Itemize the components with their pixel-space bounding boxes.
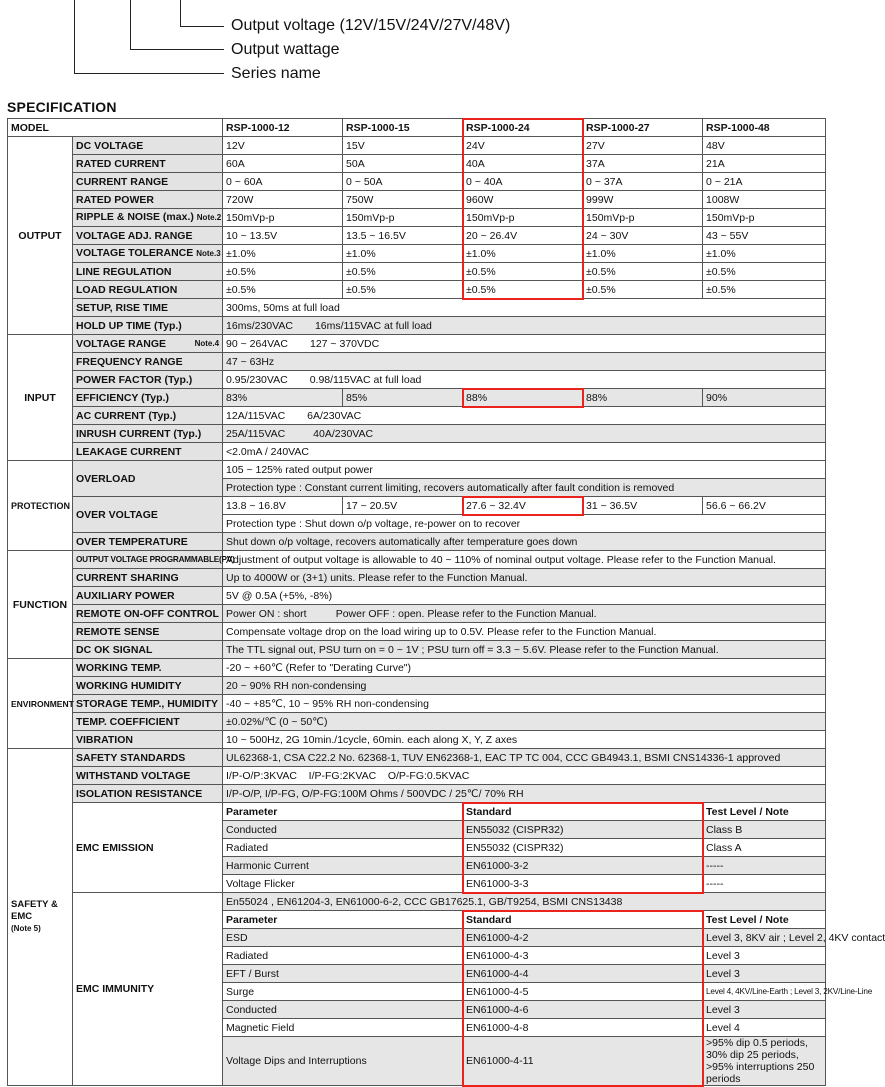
cell-value: 48V xyxy=(703,137,826,155)
subtable-header: Parameter xyxy=(223,803,463,821)
row-label: DC OK SIGNAL xyxy=(73,641,223,659)
table-row xyxy=(8,695,826,713)
row-label: SETUP, RISE TIME xyxy=(73,299,223,317)
table-row xyxy=(8,425,826,443)
cell-value: Conducted xyxy=(223,821,463,839)
cell-value: EFT / Burst xyxy=(223,965,463,983)
note-ref: Note.2 xyxy=(196,213,222,222)
cell-value: Protection type : Shut down o/p voltage, re-power on to recover xyxy=(223,515,826,533)
cell-value: 150mVp-p xyxy=(223,209,343,227)
value-part: 40A/230VAC xyxy=(313,427,374,440)
note-ref: (Note 5) xyxy=(11,924,41,933)
cell-value: 300ms, 50ms at full load xyxy=(223,299,826,317)
cell-value: EN61000-4-5 xyxy=(463,983,703,1001)
cell-value: 40A xyxy=(463,155,583,173)
cell-value: ±0.5% xyxy=(583,281,703,299)
series-name-label: Series name xyxy=(231,65,321,82)
cell-value: 88% xyxy=(463,389,583,407)
table-row xyxy=(8,317,826,335)
cell-value: EN61000-3-2 xyxy=(463,857,703,875)
cell-value: EN61000-4-11 xyxy=(463,1037,703,1086)
cell-value: ±0.5% xyxy=(463,281,583,299)
cell-value: Surge xyxy=(223,983,463,1001)
row-label: POWER FACTOR (Typ.) xyxy=(73,371,223,389)
table-row xyxy=(8,713,826,731)
cell-value: 150mVp-p xyxy=(463,209,583,227)
value-part: 127 ~ 370VDC xyxy=(310,337,380,350)
row-label: LINE REGULATION xyxy=(73,263,223,281)
table-row xyxy=(8,551,826,569)
cell-value: 27.6 ~ 32.4V xyxy=(463,497,583,515)
cell-value: Magnetic Field xyxy=(223,1019,463,1037)
cell-value xyxy=(223,317,826,335)
row-label xyxy=(73,335,223,353)
cell-value xyxy=(223,335,826,353)
cell-value: Voltage Flicker xyxy=(223,875,463,893)
cell-value: EN61000-3-3 xyxy=(463,875,703,893)
row-label: CURRENT RANGE xyxy=(73,173,223,191)
row-label: STORAGE TEMP., HUMIDITY xyxy=(73,695,223,713)
row-label: WITHSTAND VOLTAGE xyxy=(73,767,223,785)
cell-value: Power ON : short Power OFF : open. Please refer to the Function Manual. xyxy=(223,605,826,623)
tree-line xyxy=(130,49,224,50)
cell-value: ESD xyxy=(223,929,463,947)
cell-value xyxy=(223,371,826,389)
cell-value: 10 ~ 13.5V xyxy=(223,227,343,245)
table-row xyxy=(8,245,826,263)
cell-value: 150mVp-p xyxy=(343,209,463,227)
cell-value: 999W xyxy=(583,191,703,209)
row-label: EMC EMISSION xyxy=(73,803,223,893)
cell-value: EN61000-4-6 xyxy=(463,1001,703,1019)
table-row xyxy=(8,443,826,461)
note-ref: Note.3 xyxy=(196,249,221,258)
cell-value: 20 ~ 26.4V xyxy=(463,227,583,245)
cell-value: ±1.0% xyxy=(223,245,343,263)
row-label: LEAKAGE CURRENT xyxy=(73,443,223,461)
tree-line xyxy=(180,26,224,27)
cell-value: 0 ~ 37A xyxy=(583,173,703,191)
table-row xyxy=(8,677,826,695)
cell-value: 50A xyxy=(343,155,463,173)
cell-value: EN61000-4-8 xyxy=(463,1019,703,1037)
cell-value: ±0.5% xyxy=(463,263,583,281)
table-row xyxy=(8,227,826,245)
row-label: TEMP. COEFFICIENT xyxy=(73,713,223,731)
cell-value: 150mVp-p xyxy=(583,209,703,227)
row-label-text: VOLTAGE TOLERANCE xyxy=(76,247,194,259)
cell-value: 960W xyxy=(463,191,583,209)
table-row xyxy=(8,803,826,821)
row-label: OUTPUT VOLTAGE PROGRAMMABLE(PV) xyxy=(73,551,223,569)
table-row xyxy=(8,263,826,281)
subtable-header: Parameter xyxy=(223,911,463,929)
table-row xyxy=(8,371,826,389)
output-wattage-label: Output wattage xyxy=(231,41,340,58)
table-row xyxy=(8,461,826,479)
cell-value: Harmonic Current xyxy=(223,857,463,875)
row-label: INRUSH CURRENT (Typ.) xyxy=(73,425,223,443)
model-label: MODEL xyxy=(8,119,223,137)
value-part: 0.98/115VAC at full load xyxy=(309,373,422,386)
cell-value: -20 ~ +60℃ (Refer to "Derating Curve") xyxy=(223,659,826,677)
value-part: 25A/115VAC xyxy=(226,427,286,440)
row-label: OVER TEMPERATURE xyxy=(73,533,223,551)
cell-value: 90% xyxy=(703,389,826,407)
cell-value: Voltage Dips and Interruptions xyxy=(223,1037,463,1086)
cell-value: 85% xyxy=(343,389,463,407)
cell-value: ±1.0% xyxy=(343,245,463,263)
table-row xyxy=(8,893,826,911)
specification-table xyxy=(7,118,885,1086)
cell-value: 750W xyxy=(343,191,463,209)
cell-value: 1008W xyxy=(703,191,826,209)
table-row xyxy=(8,335,826,353)
table-row xyxy=(8,641,826,659)
row-label: OVERLOAD xyxy=(73,461,223,497)
cell-value: Radiated xyxy=(223,947,463,965)
cell-value: 150mVp-p xyxy=(703,209,826,227)
cell-value: 0 ~ 40A xyxy=(463,173,583,191)
row-label-text: VOLTAGE RANGE xyxy=(76,337,167,350)
row-label xyxy=(73,209,223,227)
table-row xyxy=(8,569,826,587)
category-label: EMC xyxy=(11,911,33,922)
cell-value xyxy=(223,407,826,425)
row-label: AUXILIARY POWER xyxy=(73,587,223,605)
subtable-header: Test Level / Note xyxy=(703,911,826,929)
category-safety-emc xyxy=(8,749,73,1086)
cell-value: 0 ~ 21A xyxy=(703,173,826,191)
row-label xyxy=(73,245,223,263)
model-naming-diagram xyxy=(0,0,830,96)
cell-value: I/P-O/P, I/P-FG, O/P-FG:100M Ohms / 500VDC / 25℃/ 70% RH xyxy=(223,785,826,803)
cell-value: Compensate voltage drop on the load wiring up to 0.5V. Please refer to the Function Manual. xyxy=(223,623,826,641)
table-row xyxy=(8,749,826,767)
cell-value: Class B xyxy=(703,821,826,839)
table-row xyxy=(8,731,826,749)
category-label: SAFETY & xyxy=(11,899,58,910)
cell-value: Level 3, 8KV air ; Level 2, 4KV contact xyxy=(703,929,826,947)
table-row xyxy=(8,407,826,425)
category-function: FUNCTION xyxy=(8,551,73,659)
subtable-header: Standard xyxy=(463,911,703,929)
row-label: WORKING TEMP. xyxy=(73,659,223,677)
cell-value: Level 4, 4KV/Line-Earth ; Level 3, 2KV/Line-Line xyxy=(703,983,826,1001)
table-row xyxy=(8,353,826,371)
table-row xyxy=(8,191,826,209)
cell-value: Adjustment of output voltage is allowable to 40 ~ 110% of nominal output voltage. Please refer to the Function Manual. xyxy=(223,551,826,569)
cell-value: 21A xyxy=(703,155,826,173)
cell-value: ±0.5% xyxy=(343,263,463,281)
row-label: REMOTE ON-OFF CONTROL xyxy=(73,605,223,623)
cell-value: 5V @ 0.5A (+5%, -8%) xyxy=(223,587,826,605)
cell-value: 105 ~ 125% rated output power xyxy=(223,461,826,479)
value-part: 6A/230VAC xyxy=(307,409,362,422)
row-label: OVER VOLTAGE xyxy=(73,497,223,533)
cell-value: EN61000-4-4 xyxy=(463,965,703,983)
cell-value: Protection type : Constant current limiting, recovers automatically after fault condition is removed xyxy=(223,479,826,497)
model-header-row xyxy=(8,119,826,137)
table-row xyxy=(8,659,826,677)
category-protection: PROTECTION xyxy=(8,461,73,551)
cell-value xyxy=(223,425,826,443)
cell-value: ----- xyxy=(703,857,826,875)
cell-value: ±0.5% xyxy=(703,263,826,281)
cell-value: ±1.0% xyxy=(583,245,703,263)
row-label: LOAD REGULATION xyxy=(73,281,223,299)
cell-value: ±0.5% xyxy=(223,281,343,299)
row-label: DC VOLTAGE xyxy=(73,137,223,155)
cell-value: 47 ~ 63Hz xyxy=(223,353,826,371)
cell-value: 15V xyxy=(343,137,463,155)
table-row xyxy=(8,587,826,605)
table-row xyxy=(8,299,826,317)
model-name: RSP-1000-48 xyxy=(703,119,826,137)
row-label: VOLTAGE ADJ. RANGE xyxy=(73,227,223,245)
output-voltage-label: Output voltage (12V/15V/24V/27V/48V) xyxy=(231,17,511,34)
row-label: WORKING HUMIDITY xyxy=(73,677,223,695)
cell-value: 60A xyxy=(223,155,343,173)
table-row xyxy=(8,137,826,155)
cell-value: -40 ~ +85℃, 10 ~ 95% RH non-condensing xyxy=(223,695,826,713)
cell-value: ±1.0% xyxy=(703,245,826,263)
value-part: 12A/115VAC xyxy=(226,409,286,422)
row-label: FREQUENCY RANGE xyxy=(73,353,223,371)
cell-value: Up to 4000W or (3+1) units. Please refer to the Function Manual. xyxy=(223,569,826,587)
cell-value: ----- xyxy=(703,875,826,893)
cell-value: 20 ~ 90% RH non-condensing xyxy=(223,677,826,695)
value-part: 90 ~ 264VAC xyxy=(226,337,288,350)
table-row xyxy=(8,497,826,515)
table-row xyxy=(8,209,826,227)
table-row xyxy=(8,623,826,641)
row-label: SAFETY STANDARDS xyxy=(73,749,223,767)
cell-value: EN55032 (CISPR32) xyxy=(463,839,703,857)
tree-line xyxy=(74,73,224,74)
cell-value: UL62368-1, CSA C22.2 No. 62368-1, TUV EN62368-1, EAC TP TC 004, CCC GB4943.1, BSMI CNS14336-1 approved xyxy=(223,749,826,767)
table-row xyxy=(8,767,826,785)
cell-value: EN55032 (CISPR32) xyxy=(463,821,703,839)
cell-value: <2.0mA / 240VAC xyxy=(223,443,826,461)
cell-value: 24V xyxy=(463,137,583,155)
cell-value: ±0.5% xyxy=(343,281,463,299)
tree-line xyxy=(180,0,181,27)
table-row xyxy=(8,785,826,803)
cell-value: Level 3 xyxy=(703,1001,826,1019)
table-row xyxy=(8,155,826,173)
row-label-text: RIPPLE & NOISE (max.) xyxy=(76,211,194,223)
row-label: REMOTE SENSE xyxy=(73,623,223,641)
cell-value: 27V xyxy=(583,137,703,155)
cell-value: Radiated xyxy=(223,839,463,857)
cell-value: 0 ~ 50A xyxy=(343,173,463,191)
cell-value: ±0.5% xyxy=(223,263,343,281)
row-label: AC CURRENT (Typ.) xyxy=(73,407,223,425)
cell-value: 83% xyxy=(223,389,343,407)
cell-value: 720W xyxy=(223,191,343,209)
value-part: 0.95/230VAC xyxy=(226,373,288,386)
cell-value: 37A xyxy=(583,155,703,173)
value-part: 16ms/230VAC xyxy=(226,319,293,332)
cell-value: 13.5 ~ 16.5V xyxy=(343,227,463,245)
cell-value: 31 ~ 36.5V xyxy=(583,497,703,515)
model-name: RSP-1000-27 xyxy=(583,119,703,137)
subtable-header: Test Level / Note xyxy=(703,803,826,821)
table-row xyxy=(8,173,826,191)
cell-value xyxy=(703,1037,826,1086)
tree-line xyxy=(74,0,75,74)
row-label: EFFICIENCY (Typ.) xyxy=(73,389,223,407)
cell-value: EN61000-4-3 xyxy=(463,947,703,965)
tree-line xyxy=(130,0,131,50)
note-ref: Note.4 xyxy=(194,338,220,348)
spec-title: SPECIFICATION xyxy=(7,99,117,115)
subtable-header: Standard xyxy=(463,803,703,821)
cell-value: I/P-O/P:3KVAC I/P-FG:2KVAC O/P-FG:0.5KVAC xyxy=(223,767,826,785)
table-row xyxy=(8,533,826,551)
cell-value: Level 4 xyxy=(703,1019,826,1037)
row-label: RATED CURRENT xyxy=(73,155,223,173)
cell-value: ±0.02%/℃ (0 ~ 50℃) xyxy=(223,713,826,731)
table-row xyxy=(8,389,826,407)
row-label: ISOLATION RESISTANCE xyxy=(73,785,223,803)
cell-value: 43 ~ 55V xyxy=(703,227,826,245)
cell-value: 17 ~ 20.5V xyxy=(343,497,463,515)
cell-value: 13.8 ~ 16.8V xyxy=(223,497,343,515)
category-input: INPUT xyxy=(8,335,73,461)
value-part: 16ms/115VAC at full load xyxy=(314,319,432,332)
row-label: CURRENT SHARING xyxy=(73,569,223,587)
cell-value: Level 3 xyxy=(703,965,826,983)
cell-value: Conducted xyxy=(223,1001,463,1019)
note-line: >95% interruptions 250 periods xyxy=(706,1061,815,1085)
row-label: HOLD UP TIME (Typ.) xyxy=(73,317,223,335)
cell-value: ±1.0% xyxy=(463,245,583,263)
cell-value: ±0.5% xyxy=(583,263,703,281)
cell-value: 12V xyxy=(223,137,343,155)
row-label: EMC IMMUNITY xyxy=(73,893,223,1086)
cell-value: En55024 , EN61204-3, EN61000-6-2, CCC GB17625.1, GB/T9254, BSMI CNS13438 xyxy=(223,893,826,911)
row-label: VIBRATION xyxy=(73,731,223,749)
cell-value: Level 3 xyxy=(703,947,826,965)
table-row xyxy=(8,605,826,623)
row-label: RATED POWER xyxy=(73,191,223,209)
note-line: >95% dip 0.5 periods, 30% dip 25 periods, xyxy=(706,1037,808,1061)
cell-value: 88% xyxy=(583,389,703,407)
model-name: RSP-1000-24 xyxy=(463,119,583,137)
category-environment: ENVIRONMENT xyxy=(8,659,73,749)
cell-value: The TTL signal out, PSU turn on = 0 ~ 1V ; PSU turn off = 3.3 ~ 5.6V. Please refer to the Function Manual. xyxy=(223,641,826,659)
category-output: OUTPUT xyxy=(8,137,73,335)
cell-value: 10 ~ 500Hz, 2G 10min./1cycle, 60min. each along X, Y, Z axes xyxy=(223,731,826,749)
cell-value: 56.6 ~ 66.2V xyxy=(703,497,826,515)
model-name: RSP-1000-12 xyxy=(223,119,343,137)
cell-value: ±0.5% xyxy=(703,281,826,299)
cell-value: 24 ~ 30V xyxy=(583,227,703,245)
cell-value: EN61000-4-2 xyxy=(463,929,703,947)
cell-value: 0 ~ 60A xyxy=(223,173,343,191)
cell-value: Class A xyxy=(703,839,826,857)
table-row xyxy=(8,281,826,299)
model-name: RSP-1000-15 xyxy=(343,119,463,137)
cell-value: Shut down o/p voltage, recovers automatically after temperature goes down xyxy=(223,533,826,551)
